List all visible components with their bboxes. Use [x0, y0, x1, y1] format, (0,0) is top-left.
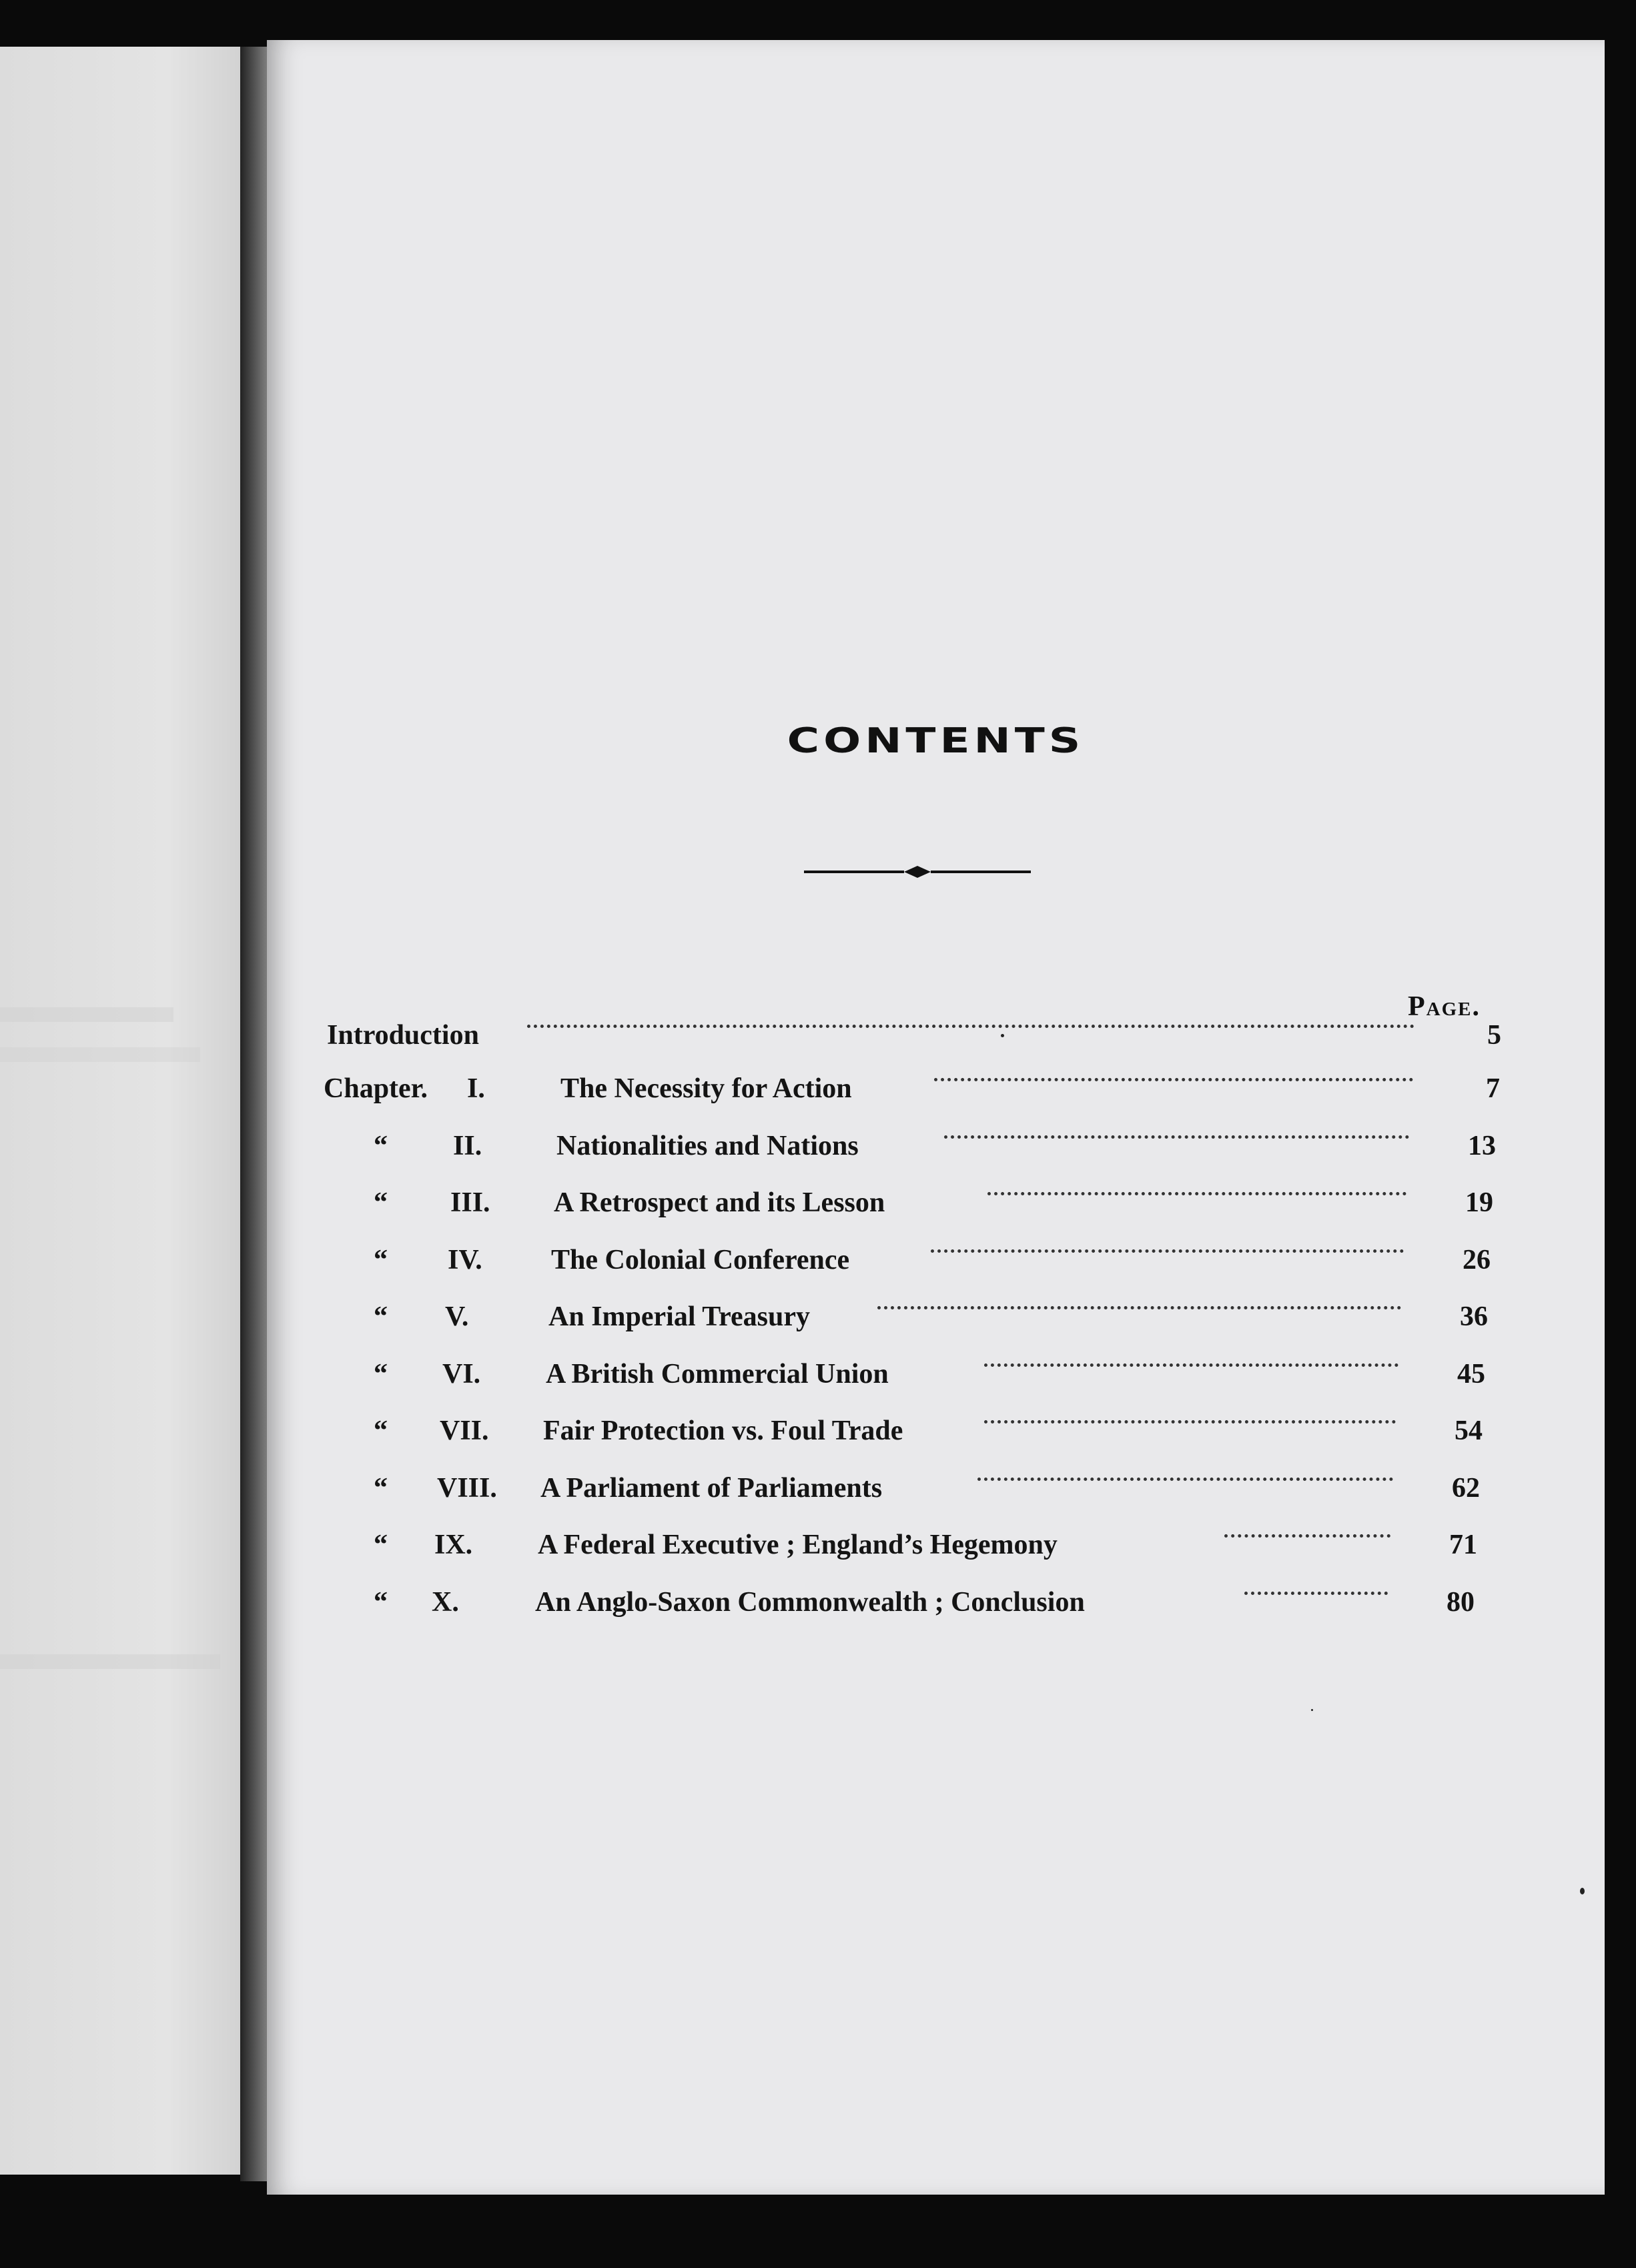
dot-leader: [877, 1301, 1401, 1309]
toc-row-chapter: [267, 1130, 1605, 1170]
ditto-mark: “: [374, 1415, 388, 1446]
page-title: CONTENTS: [787, 720, 1085, 761]
toc-page-number: 5: [1487, 1020, 1501, 1051]
chapter-title: Fair Protection vs. Foul Trade: [543, 1415, 903, 1446]
dot-leader: [944, 1130, 1409, 1139]
chapter-title: Nationalities and Nations: [556, 1130, 859, 1161]
ditto-mark: “: [374, 1472, 388, 1504]
chapter-label: Chapter.: [324, 1073, 428, 1104]
toc-page-number: 45: [1457, 1358, 1485, 1389]
dot-leader: [931, 1244, 1404, 1253]
chapter-title: The Colonial Conference: [551, 1244, 850, 1275]
toc-row-chapter: [267, 1358, 1605, 1398]
chapter-title: A British Commercial Union: [546, 1358, 889, 1389]
chapter-number: I.: [467, 1073, 485, 1104]
toc-row-chapter: [267, 1187, 1605, 1227]
chapter-title: An Imperial Treasury: [548, 1301, 811, 1332]
chapter-number: IV.: [448, 1244, 482, 1275]
toc-row-chapter: [267, 1586, 1605, 1626]
toc-row-chapter: [267, 1529, 1605, 1569]
toc-page-number: 62: [1452, 1472, 1480, 1504]
toc-page-number: 7: [1486, 1073, 1500, 1104]
dot-leader: [987, 1187, 1406, 1195]
chapter-number: IX.: [434, 1530, 473, 1560]
ditto-mark: “: [374, 1586, 388, 1618]
dot-leader: [984, 1415, 1396, 1424]
contents-page: [267, 40, 1605, 2195]
chapter-title: The Necessity for Action: [560, 1073, 852, 1104]
dot-leader: [1224, 1529, 1390, 1538]
ditto-mark: “: [374, 1530, 388, 1560]
page-column-header: Page.: [1408, 991, 1481, 1022]
toc-entry-title: Introduction: [327, 1020, 479, 1051]
dot-leader: [977, 1472, 1393, 1481]
chapter-number: VII.: [440, 1415, 489, 1446]
toc-page-number: 13: [1468, 1130, 1496, 1161]
chapter-title: A Retrospect and its Lesson: [554, 1187, 885, 1218]
print-speck: [1311, 1709, 1313, 1711]
ditto-mark: “: [374, 1244, 388, 1275]
print-speck: [1001, 1034, 1004, 1037]
chapter-number: V.: [445, 1301, 469, 1332]
dot-leader: [1244, 1586, 1388, 1595]
dot-leader: [934, 1073, 1413, 1081]
chapter-number: X.: [432, 1586, 459, 1618]
chapter-title: A Federal Executive ; England’s Hegemony: [538, 1530, 1058, 1560]
toc-page-number: 54: [1455, 1415, 1483, 1446]
toc-page-number: 36: [1460, 1301, 1488, 1332]
toc-page-number: 26: [1463, 1244, 1491, 1275]
ditto-mark: “: [374, 1187, 388, 1218]
toc-row-chapter: [267, 1415, 1605, 1455]
toc-page-number: 71: [1449, 1530, 1477, 1560]
ornament-rule: [804, 862, 1031, 882]
chapter-title: A Parliament of Parliaments: [540, 1472, 883, 1504]
chapter-number: II.: [453, 1130, 482, 1161]
previous-page-edge: [0, 47, 240, 2175]
chapter-number: VIII.: [437, 1472, 497, 1504]
print-speck: [1580, 1888, 1585, 1894]
toc-page-number: 19: [1465, 1187, 1493, 1218]
chapter-title: An Anglo-Saxon Commonwealth ; Conclusion: [535, 1586, 1085, 1618]
toc-page-number: 80: [1447, 1586, 1475, 1618]
ditto-mark: “: [374, 1358, 388, 1389]
ditto-mark: “: [374, 1130, 388, 1161]
chapter-number: VI.: [442, 1358, 481, 1389]
dot-leader: [527, 1019, 1414, 1028]
toc-row-chapter: [267, 1472, 1605, 1512]
toc-row-chapter: [267, 1073, 1605, 1113]
chapter-number: III.: [450, 1187, 490, 1218]
ditto-mark: “: [374, 1301, 388, 1332]
toc-row-introduction: [267, 1019, 1605, 1059]
toc-row-chapter: [267, 1244, 1605, 1284]
toc-row-chapter: [267, 1301, 1605, 1341]
dot-leader: [984, 1358, 1398, 1367]
